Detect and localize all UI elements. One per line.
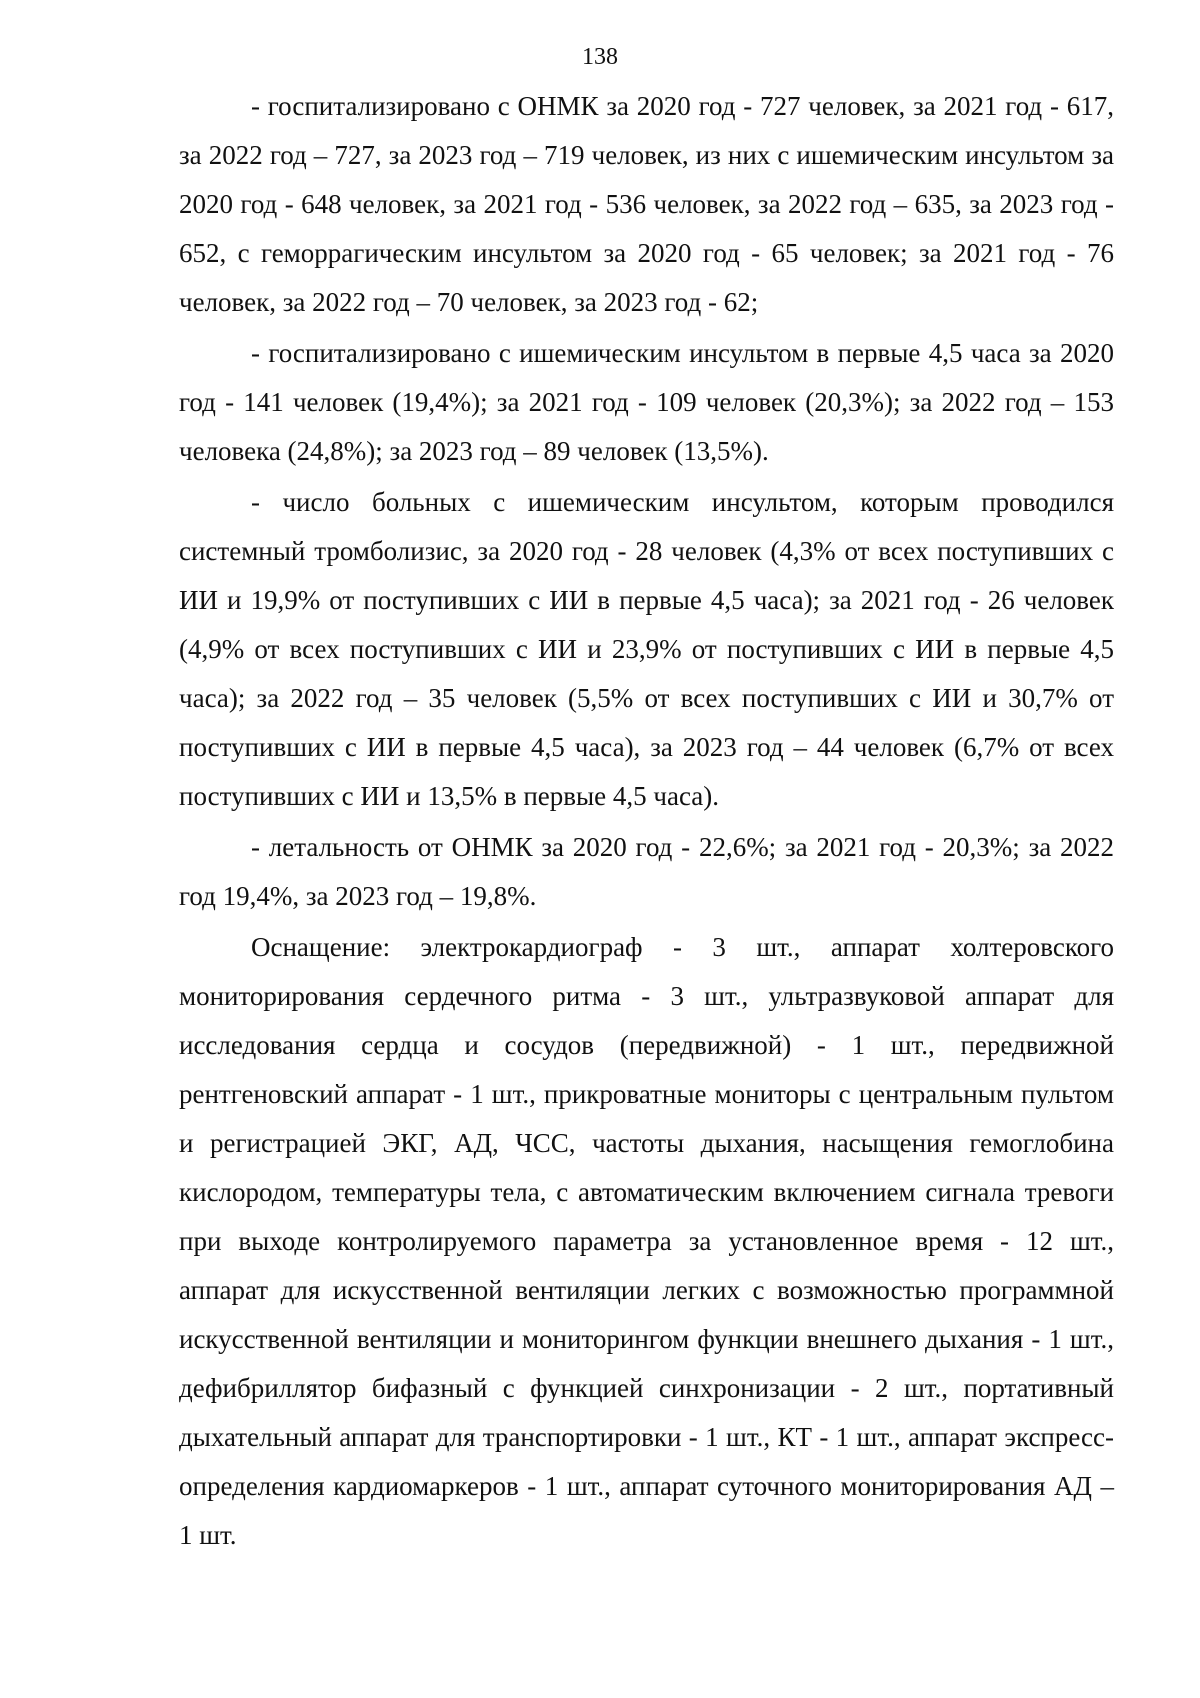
paragraph-ischemic-first-hours: - госпитализировано с ишемическим инсультом в первые 4,5 часа за 2020 год - 141 человек (19,4%); за 2021 год - 109 человек (20,3%); за 2022 год – 153 человека (24,8%); за 2023 год – 89 человек (13,5%). [179,338,1114,466]
paragraph-thrombolysis: - число больных с ишемическим инсультом, которым проводился системный тромболизис, за 2020 год - 28 человек (4,3% от всех поступивших с ИИ и 19,9% от поступивших с ИИ в первые 4,5 часа); за 2021 год - 26 человек (4,9% от всех поступивших с ИИ и 23,9% от поступивших с ИИ в первые 4,5 часа); за 2022 год – 35 человек (5,5% от всех поступивших с ИИ и 30,7% от поступивших с ИИ в первые 4,5 часа), за 2023 год – 44 человек (6,7% от всех поступивших с ИИ и 13,5% в первые 4,5 часа). [179,487,1114,811]
paragraph-mortality: - летальность от ОНМК за 2020 год - 22,6%; за 2021 год - 20,3%; за 2022 год 19,4%, за 2023 год – 19,8%. [179,832,1114,911]
document-body [179,82,1114,1562]
page-number: 138 [582,44,618,70]
paragraph-equipment: Оснащение: электрокардиограф - 3 шт., аппарат холтеровского мониторирования сердечного ритма - 3 шт., ультразвуковой аппарат для исследования сердца и сосудов (передвижной) - 1 шт., передвижной рентгеновский аппарат - 1 шт., прикроватные мониторы с центральным пультом и регистрацией ЭКГ, АД, ЧСС, частоты дыхания, насыщения гемоглобина кислородом, температуры тела, с автоматическим включением сигнала тревоги при выходе контролируемого параметра за установленное время - 12 шт., аппарат для искусственной вентиляции легких с возможностью программной искусственной вентиляции и мониторингом функции внешнего дыхания - 1 шт., дефибриллятор бифазный с функцией синхронизации - 2 шт., портативный дыхательный аппарат для транспортировки - 1 шт., КТ - 1 шт., аппарат экспресс-определения кардиомаркеров - 1 шт., аппарат суточного мониторирования АД – 1 шт. [179,932,1114,1550]
paragraph-onmk-hospitalized: - госпитализировано с ОНМК за 2020 год - 727 человек, за 2021 год - 617, за 2022 год – 727, за 2023 год – 719 человек, из них с ишемическим инсультом за 2020 год - 648 человек, за 2021 год - 536 человек, за 2022 год – 635, за 2023 год - 652, с геморрагическим инсультом за 2020 год - 65 человек; за 2021 год - 76 человек, за 2022 год – 70 человек, за 2023 год - 62; [179,91,1114,317]
